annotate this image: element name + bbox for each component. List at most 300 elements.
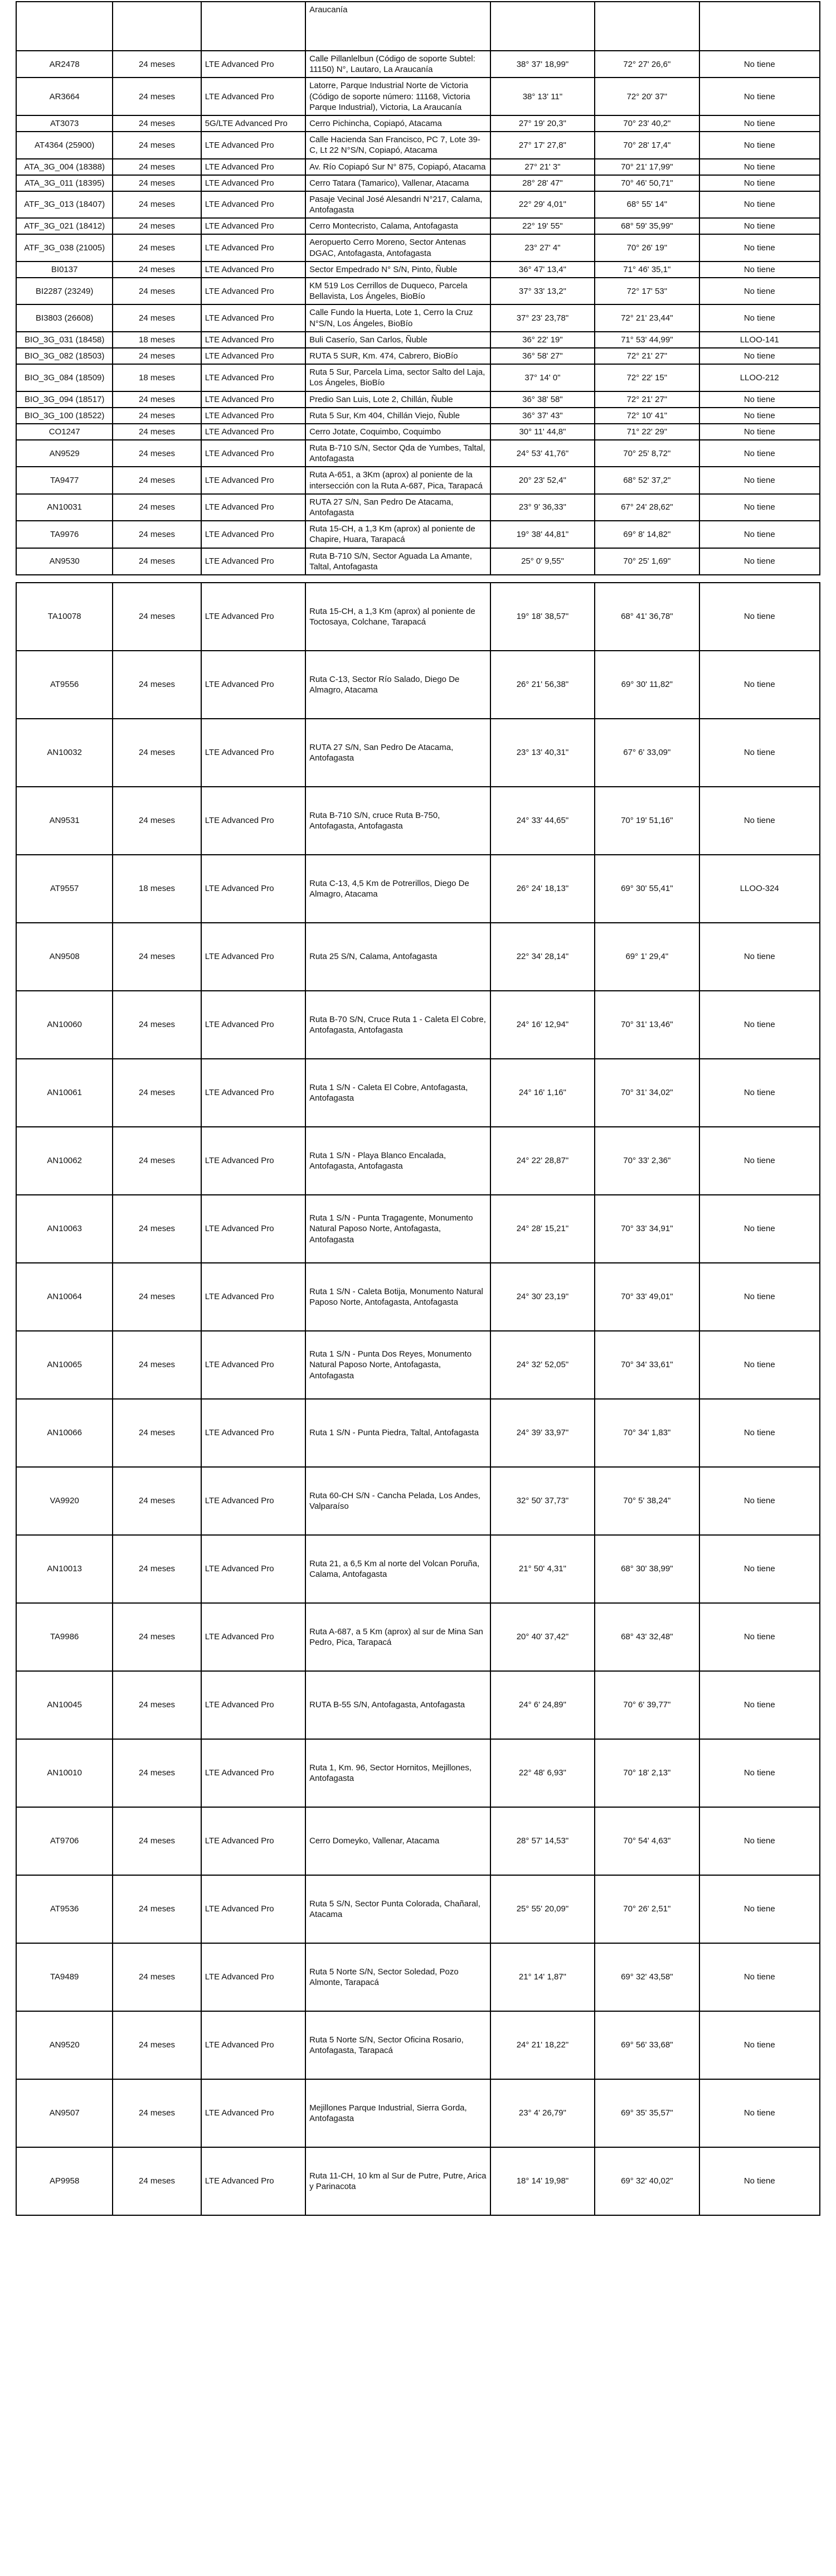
technology-cell: LTE Advanced Pro xyxy=(201,51,305,78)
technology-cell: LTE Advanced Pro xyxy=(201,278,305,304)
address-cell: Ruta 15-CH, a 1,3 Km (aprox) al poniente de Toctosaya, Colchane, Tarapacá xyxy=(305,583,490,651)
duration-cell: 24 meses xyxy=(113,1195,201,1263)
table-row xyxy=(16,364,820,391)
latitude-cell: 24° 28' 15,21" xyxy=(490,1195,595,1263)
address-cell: KM 519 Los Cerrillos de Duqueco, Parcela Bellavista, Los Ángeles, BioBío xyxy=(305,278,490,304)
observation-cell: No tiene xyxy=(699,1059,820,1127)
technology-cell: LTE Advanced Pro xyxy=(201,2079,305,2147)
longitude-cell: 69° 1' 29,4" xyxy=(595,923,699,991)
site-code-cell: TA9986 xyxy=(16,1603,113,1671)
latitude-cell: 23° 13' 40,31" xyxy=(490,719,595,787)
duration-cell: 24 meses xyxy=(113,1875,201,1943)
observation-cell: No tiene xyxy=(699,651,820,719)
technology-cell: LTE Advanced Pro xyxy=(201,1195,305,1263)
observation-cell: No tiene xyxy=(699,991,820,1059)
table-row xyxy=(16,234,820,261)
latitude-cell: 24° 16' 12,94" xyxy=(490,991,595,1059)
duration-cell: 24 meses xyxy=(113,1059,201,1127)
technology-cell: LTE Advanced Pro xyxy=(201,191,305,218)
technology-cell: LTE Advanced Pro xyxy=(201,348,305,364)
latitude-cell: 32° 50' 37,73" xyxy=(490,1467,595,1535)
longitude-cell: 70° 6' 39,77" xyxy=(595,1671,699,1739)
longitude-cell: 72° 20' 37" xyxy=(595,78,699,115)
longitude-cell: 70° 34' 33,61" xyxy=(595,1331,699,1399)
technology-cell: LTE Advanced Pro xyxy=(201,364,305,391)
table-row xyxy=(16,923,820,991)
site-code-cell: AP9958 xyxy=(16,2147,113,2215)
address-cell: Ruta 5 S/N, Sector Punta Colorada, Chañaral, Atacama xyxy=(305,1875,490,1943)
technology-cell: LTE Advanced Pro xyxy=(201,78,305,115)
table-row xyxy=(16,1399,820,1467)
longitude-cell: 72° 21' 27" xyxy=(595,391,699,408)
address-cell: Ruta 25 S/N, Calama, Antofagasta xyxy=(305,923,490,991)
duration-cell xyxy=(113,2,201,51)
duration-cell: 24 meses xyxy=(113,1399,201,1467)
observation-cell: No tiene xyxy=(699,78,820,115)
site-code-cell: BIO_3G_094 (18517) xyxy=(16,391,113,408)
longitude-cell: 70° 5' 38,24" xyxy=(595,1467,699,1535)
latitude-cell: 28° 28' 47" xyxy=(490,175,595,191)
technology-cell: LTE Advanced Pro xyxy=(201,651,305,719)
duration-cell: 24 meses xyxy=(113,1739,201,1807)
duration-cell: 24 meses xyxy=(113,2147,201,2215)
site-code-cell: AN9508 xyxy=(16,923,113,991)
latitude-cell: 37° 33' 13,2" xyxy=(490,278,595,304)
continuation-row xyxy=(16,2,820,51)
address-cell: Pasaje Vecinal José Alesandri N°217, Calama, Antofagasta xyxy=(305,191,490,218)
longitude-cell: 71° 53' 44,99" xyxy=(595,332,699,348)
observation-cell: No tiene xyxy=(699,2147,820,2215)
longitude-cell xyxy=(595,2,699,51)
observation-cell: No tiene xyxy=(699,262,820,278)
technology-cell: LTE Advanced Pro xyxy=(201,440,305,467)
duration-cell: 24 meses xyxy=(113,467,201,493)
address-cell: Mejillones Parque Industrial, Sierra Gorda, Antofagasta xyxy=(305,2079,490,2147)
table-row xyxy=(16,1875,820,1943)
observation-cell: No tiene xyxy=(699,191,820,218)
technology-cell: LTE Advanced Pro xyxy=(201,787,305,855)
latitude-cell: 27° 17' 27,8" xyxy=(490,132,595,158)
duration-cell: 24 meses xyxy=(113,348,201,364)
longitude-cell: 70° 46' 50,71" xyxy=(595,175,699,191)
longitude-cell: 68° 43' 32,48" xyxy=(595,1603,699,1671)
latitude-cell: 36° 47' 13,4" xyxy=(490,262,595,278)
table-row xyxy=(16,1195,820,1263)
observation-cell: No tiene xyxy=(699,175,820,191)
observation-cell: LLOO-212 xyxy=(699,364,820,391)
table-row xyxy=(16,278,820,304)
latitude-cell: 36° 38' 58" xyxy=(490,391,595,408)
sites-table-lower xyxy=(16,582,820,2216)
site-code-cell: AN9529 xyxy=(16,440,113,467)
technology-cell: LTE Advanced Pro xyxy=(201,332,305,348)
latitude-cell: 18° 14' 19,98" xyxy=(490,2147,595,2215)
duration-cell: 24 meses xyxy=(113,2079,201,2147)
table-row xyxy=(16,51,820,78)
page-break-gap xyxy=(16,575,820,582)
technology-cell: LTE Advanced Pro xyxy=(201,262,305,278)
observation-cell: No tiene xyxy=(699,1671,820,1739)
address-cell: Ruta 1, Km. 96, Sector Hornitos, Mejillones, Antofagasta xyxy=(305,1739,490,1807)
duration-cell: 24 meses xyxy=(113,175,201,191)
table-row xyxy=(16,115,820,132)
site-code-cell: BIO_3G_031 (18458) xyxy=(16,332,113,348)
latitude-cell: 37° 23' 23,78" xyxy=(490,304,595,331)
observation-cell: No tiene xyxy=(699,391,820,408)
observation-cell: No tiene xyxy=(699,278,820,304)
longitude-cell: 68° 52' 37,2" xyxy=(595,467,699,493)
address-cell: Ruta 11-CH, 10 km al Sur de Putre, Putre, Arica y Parinacota xyxy=(305,2147,490,2215)
site-code-cell: BI0137 xyxy=(16,262,113,278)
address-cell: Predio San Luis, Lote 2, Chillán, Ñuble xyxy=(305,391,490,408)
observation-cell: No tiene xyxy=(699,1739,820,1807)
technology-cell: LTE Advanced Pro xyxy=(201,1807,305,1875)
latitude-cell: 24° 39' 33,97" xyxy=(490,1399,595,1467)
address-cell: Ruta 60-CH S/N - Cancha Pelada, Los Andes, Valparaíso xyxy=(305,1467,490,1535)
technology-cell: LTE Advanced Pro xyxy=(201,1331,305,1399)
table-row xyxy=(16,1807,820,1875)
observation-cell: No tiene xyxy=(699,1399,820,1467)
site-code-cell: AN10062 xyxy=(16,1127,113,1195)
technology-cell: LTE Advanced Pro xyxy=(201,1671,305,1739)
site-code-cell: VA9920 xyxy=(16,1467,113,1535)
address-cell: Ruta 5 Sur, Parcela Lima, sector Salto del Laja, Los Ángeles, BioBío xyxy=(305,364,490,391)
latitude-cell: 38° 37' 18,99" xyxy=(490,51,595,78)
duration-cell: 24 meses xyxy=(113,304,201,331)
site-code-cell: AR3664 xyxy=(16,78,113,115)
address-cell: Ruta B-710 S/N, Sector Qda de Yumbes, Taltal, Antofagasta xyxy=(305,440,490,467)
longitude-cell: 70° 25' 8,72" xyxy=(595,440,699,467)
latitude-cell: 24° 21' 18,22" xyxy=(490,2011,595,2079)
table-row xyxy=(16,1331,820,1399)
site-code-cell: AT9556 xyxy=(16,651,113,719)
duration-cell: 24 meses xyxy=(113,1467,201,1535)
address-cell: Ruta 1 S/N - Playa Blanco Encalada, Antofagasta, Antofagasta xyxy=(305,1127,490,1195)
site-code-cell: AN10061 xyxy=(16,1059,113,1127)
duration-cell: 24 meses xyxy=(113,1943,201,2011)
observation-cell: No tiene xyxy=(699,1195,820,1263)
table-row xyxy=(16,2147,820,2215)
latitude-cell: 23° 9' 36,33" xyxy=(490,494,595,521)
table-row xyxy=(16,787,820,855)
latitude-cell: 24° 16' 1,16" xyxy=(490,1059,595,1127)
technology-cell: LTE Advanced Pro xyxy=(201,408,305,424)
observation-cell: No tiene xyxy=(699,787,820,855)
observation-cell: No tiene xyxy=(699,1603,820,1671)
observation-cell: No tiene xyxy=(699,440,820,467)
observation-cell: No tiene xyxy=(699,1807,820,1875)
table-row xyxy=(16,78,820,115)
observation-cell: No tiene xyxy=(699,304,820,331)
technology-cell: LTE Advanced Pro xyxy=(201,548,305,575)
latitude-cell: 27° 19' 20,3" xyxy=(490,115,595,132)
longitude-cell: 69° 30' 55,41" xyxy=(595,855,699,923)
address-cell: Ruta B-710 S/N, cruce Ruta B-750, Antofagasta, Antofagasta xyxy=(305,787,490,855)
address-cell: RUTA 27 S/N, San Pedro De Atacama, Antofagasta xyxy=(305,719,490,787)
longitude-cell: 69° 8' 14,82" xyxy=(595,521,699,548)
longitude-cell: 72° 21' 27" xyxy=(595,348,699,364)
address-cell: Calle Fundo la Huerta, Lote 1, Cerro la Cruz N°S/N, Los Ángeles, BioBío xyxy=(305,304,490,331)
duration-cell: 24 meses xyxy=(113,51,201,78)
observation-cell: No tiene xyxy=(699,548,820,575)
longitude-cell: 70° 54' 4,63" xyxy=(595,1807,699,1875)
duration-cell: 24 meses xyxy=(113,521,201,548)
address-cell: RUTA 5 SUR, Km. 474, Cabrero, BioBío xyxy=(305,348,490,364)
duration-cell: 18 meses xyxy=(113,364,201,391)
observation-cell: No tiene xyxy=(699,218,820,234)
site-code-cell xyxy=(16,2,113,51)
technology-cell: 5G/LTE Advanced Pro xyxy=(201,115,305,132)
latitude-cell: 25° 0' 9,55" xyxy=(490,548,595,575)
longitude-cell: 71° 46' 35,1" xyxy=(595,262,699,278)
site-code-cell: BIO_3G_084 (18509) xyxy=(16,364,113,391)
longitude-cell: 70° 33' 2,36" xyxy=(595,1127,699,1195)
table-row xyxy=(16,1943,820,2011)
latitude-cell: 22° 29' 4,01" xyxy=(490,191,595,218)
address-cell: Araucanía xyxy=(305,2,490,51)
address-cell: Cerro Tatara (Tamarico), Vallenar, Atacama xyxy=(305,175,490,191)
site-code-cell: AR2478 xyxy=(16,51,113,78)
technology-cell: LTE Advanced Pro xyxy=(201,391,305,408)
technology-cell: LTE Advanced Pro xyxy=(201,218,305,234)
site-code-cell: AN10032 xyxy=(16,719,113,787)
site-code-cell: AN10045 xyxy=(16,1671,113,1739)
duration-cell: 24 meses xyxy=(113,2011,201,2079)
table-row xyxy=(16,1059,820,1127)
table-row xyxy=(16,304,820,331)
observation-cell: No tiene xyxy=(699,719,820,787)
longitude-cell: 70° 26' 2,51" xyxy=(595,1875,699,1943)
latitude-cell: 23° 27' 4" xyxy=(490,234,595,261)
duration-cell: 24 meses xyxy=(113,923,201,991)
address-cell: Ruta 5 Sur, Km 404, Chillán Viejo, Ñuble xyxy=(305,408,490,424)
address-cell: Ruta 1 S/N - Punta Piedra, Taltal, Antofagasta xyxy=(305,1399,490,1467)
latitude-cell: 26° 21' 56,38" xyxy=(490,651,595,719)
table-row xyxy=(16,1739,820,1807)
address-cell: Ruta 1 S/N - Caleta Botija, Monumento Natural Paposo Norte, Antofagasta, Antofagasta xyxy=(305,1263,490,1331)
longitude-cell: 68° 59' 35,99" xyxy=(595,218,699,234)
longitude-cell: 68° 55' 14" xyxy=(595,191,699,218)
longitude-cell: 72° 17' 53" xyxy=(595,278,699,304)
address-cell: Cerro Pichincha, Copiapó, Atacama xyxy=(305,115,490,132)
table-row xyxy=(16,262,820,278)
duration-cell: 24 meses xyxy=(113,408,201,424)
table-row xyxy=(16,583,820,651)
table-row xyxy=(16,440,820,467)
duration-cell: 24 meses xyxy=(113,440,201,467)
duration-cell: 24 meses xyxy=(113,1671,201,1739)
technology-cell: LTE Advanced Pro xyxy=(201,1943,305,2011)
site-code-cell: AN9531 xyxy=(16,787,113,855)
table-row xyxy=(16,1467,820,1535)
latitude-cell: 26° 24' 18,13" xyxy=(490,855,595,923)
duration-cell: 18 meses xyxy=(113,332,201,348)
latitude-cell: 38° 13' 11" xyxy=(490,78,595,115)
site-code-cell: ATA_3G_011 (18395) xyxy=(16,175,113,191)
duration-cell: 24 meses xyxy=(113,132,201,158)
site-code-cell: TA9489 xyxy=(16,1943,113,2011)
table-row xyxy=(16,175,820,191)
sites-table-upper-body xyxy=(16,2,820,575)
duration-cell: 24 meses xyxy=(113,234,201,261)
latitude-cell: 22° 34' 28,14" xyxy=(490,923,595,991)
site-code-cell: AN9507 xyxy=(16,2079,113,2147)
technology-cell: LTE Advanced Pro xyxy=(201,1875,305,1943)
site-code-cell: BIO_3G_082 (18503) xyxy=(16,348,113,364)
observation-cell: No tiene xyxy=(699,1535,820,1603)
longitude-cell: 67° 6' 33,09" xyxy=(595,719,699,787)
longitude-cell: 70° 21' 17,99" xyxy=(595,159,699,175)
technology-cell: LTE Advanced Pro xyxy=(201,234,305,261)
technology-cell: LTE Advanced Pro xyxy=(201,923,305,991)
duration-cell: 24 meses xyxy=(113,719,201,787)
table-row xyxy=(16,2011,820,2079)
longitude-cell: 70° 28' 17,4" xyxy=(595,132,699,158)
site-code-cell: AN9530 xyxy=(16,548,113,575)
latitude-cell: 36° 37' 43" xyxy=(490,408,595,424)
latitude-cell: 24° 33' 44,65" xyxy=(490,787,595,855)
technology-cell: LTE Advanced Pro xyxy=(201,1739,305,1807)
site-code-cell: AT9557 xyxy=(16,855,113,923)
latitude-cell: 19° 18' 38,57" xyxy=(490,583,595,651)
observation-cell: No tiene xyxy=(699,1263,820,1331)
observation-cell: LLOO-141 xyxy=(699,332,820,348)
longitude-cell: 68° 30' 38,99" xyxy=(595,1535,699,1603)
table-row xyxy=(16,1603,820,1671)
table-row xyxy=(16,132,820,158)
observation-cell: No tiene xyxy=(699,408,820,424)
longitude-cell: 70° 33' 34,91" xyxy=(595,1195,699,1263)
sites-table-lower-body xyxy=(16,583,820,2215)
observation-cell: No tiene xyxy=(699,1875,820,1943)
technology-cell: LTE Advanced Pro xyxy=(201,1603,305,1671)
observation-cell: No tiene xyxy=(699,521,820,548)
table-row xyxy=(16,1671,820,1739)
observation-cell: No tiene xyxy=(699,51,820,78)
technology-cell: LTE Advanced Pro xyxy=(201,719,305,787)
address-cell: Calle Hacienda San Francisco, PC 7, Lote 39-C, Lt 22 N°S/N, Copiapó, Atacama xyxy=(305,132,490,158)
address-cell: Cerro Jotate, Coquimbo, Coquimbo xyxy=(305,424,490,440)
duration-cell: 24 meses xyxy=(113,391,201,408)
observation-cell: No tiene xyxy=(699,132,820,158)
latitude-cell: 27° 21' 3" xyxy=(490,159,595,175)
latitude-cell: 24° 53' 41,76" xyxy=(490,440,595,467)
table-row xyxy=(16,391,820,408)
duration-cell: 24 meses xyxy=(113,1127,201,1195)
technology-cell: LTE Advanced Pro xyxy=(201,132,305,158)
technology-cell: LTE Advanced Pro xyxy=(201,1467,305,1535)
site-code-cell: AN10031 xyxy=(16,494,113,521)
duration-cell: 24 meses xyxy=(113,1603,201,1671)
site-code-cell: ATF_3G_038 (21005) xyxy=(16,234,113,261)
site-code-cell: TA9477 xyxy=(16,467,113,493)
address-cell: Sector Empedrado N° S/N, Pinto, Ñuble xyxy=(305,262,490,278)
latitude-cell: 24° 6' 24,89" xyxy=(490,1671,595,1739)
longitude-cell: 70° 34' 1,83" xyxy=(595,1399,699,1467)
technology-cell: LTE Advanced Pro xyxy=(201,159,305,175)
address-cell: RUTA 27 S/N, San Pedro De Atacama, Antofagasta xyxy=(305,494,490,521)
longitude-cell: 69° 32' 43,58" xyxy=(595,1943,699,2011)
longitude-cell: 69° 35' 35,57" xyxy=(595,2079,699,2147)
duration-cell: 24 meses xyxy=(113,651,201,719)
duration-cell: 24 meses xyxy=(113,1263,201,1331)
longitude-cell: 68° 41' 36,78" xyxy=(595,583,699,651)
duration-cell: 24 meses xyxy=(113,548,201,575)
table-row xyxy=(16,467,820,493)
site-code-cell: AN10013 xyxy=(16,1535,113,1603)
observation-cell: No tiene xyxy=(699,115,820,132)
address-cell: Ruta 5 Norte S/N, Sector Oficina Rosario, Antofagasta, Tarapacá xyxy=(305,2011,490,2079)
latitude-cell: 19° 38' 44,81" xyxy=(490,521,595,548)
technology-cell: LTE Advanced Pro xyxy=(201,991,305,1059)
latitude-cell: 28° 57' 14,53" xyxy=(490,1807,595,1875)
site-code-cell: AN10065 xyxy=(16,1331,113,1399)
duration-cell: 24 meses xyxy=(113,1535,201,1603)
observation-cell: No tiene xyxy=(699,1943,820,2011)
site-code-cell: TA10078 xyxy=(16,583,113,651)
observation-cell: No tiene xyxy=(699,467,820,493)
address-cell: Ruta C-13, Sector Río Salado, Diego De Almagro, Atacama xyxy=(305,651,490,719)
duration-cell: 24 meses xyxy=(113,278,201,304)
observation-cell xyxy=(699,2,820,51)
address-cell: Calle Pillanlelbun (Código de soporte Subtel: 11150) N°, Lautaro, La Araucanía xyxy=(305,51,490,78)
table-row xyxy=(16,348,820,364)
technology-cell: LTE Advanced Pro xyxy=(201,2011,305,2079)
table-row xyxy=(16,2079,820,2147)
site-code-cell: AT4364 (25900) xyxy=(16,132,113,158)
duration-cell: 24 meses xyxy=(113,262,201,278)
observation-cell: LLOO-324 xyxy=(699,855,820,923)
address-cell: Ruta 5 Norte S/N, Sector Soledad, Pozo Almonte, Tarapacá xyxy=(305,1943,490,2011)
table-row xyxy=(16,855,820,923)
address-cell: RUTA B-55 S/N, Antofagasta, Antofagasta xyxy=(305,1671,490,1739)
address-cell: Ruta B-710 S/N, Sector Aguada La Amante, Taltal, Antofagasta xyxy=(305,548,490,575)
observation-cell: No tiene xyxy=(699,1467,820,1535)
longitude-cell: 72° 22' 15" xyxy=(595,364,699,391)
observation-cell: No tiene xyxy=(699,348,820,364)
duration-cell: 24 meses xyxy=(113,424,201,440)
site-code-cell: BI2287 (23249) xyxy=(16,278,113,304)
longitude-cell: 69° 30' 11,82" xyxy=(595,651,699,719)
duration-cell: 24 meses xyxy=(113,115,201,132)
longitude-cell: 70° 26' 19" xyxy=(595,234,699,261)
longitude-cell: 70° 23' 40,2" xyxy=(595,115,699,132)
longitude-cell: 70° 33' 49,01" xyxy=(595,1263,699,1331)
address-cell: Ruta 1 S/N - Caleta El Cobre, Antofagasta, Antofagasta xyxy=(305,1059,490,1127)
table-row xyxy=(16,332,820,348)
technology-cell: LTE Advanced Pro xyxy=(201,494,305,521)
technology-cell: LTE Advanced Pro xyxy=(201,467,305,493)
duration-cell: 24 meses xyxy=(113,218,201,234)
longitude-cell: 70° 18' 2,13" xyxy=(595,1739,699,1807)
latitude-cell: 37° 14' 0" xyxy=(490,364,595,391)
latitude-cell: 24° 32' 52,05" xyxy=(490,1331,595,1399)
table-row xyxy=(16,991,820,1059)
longitude-cell: 71° 22' 29" xyxy=(595,424,699,440)
latitude-cell: 36° 22' 19" xyxy=(490,332,595,348)
longitude-cell: 67° 24' 28,62" xyxy=(595,494,699,521)
latitude-cell: 20° 23' 52,4" xyxy=(490,467,595,493)
table-row xyxy=(16,494,820,521)
table-row xyxy=(16,651,820,719)
observation-cell: No tiene xyxy=(699,583,820,651)
latitude-cell: 21° 50' 4,31" xyxy=(490,1535,595,1603)
table-row xyxy=(16,191,820,218)
observation-cell: No tiene xyxy=(699,159,820,175)
site-code-cell: AN10064 xyxy=(16,1263,113,1331)
longitude-cell: 72° 27' 26,6" xyxy=(595,51,699,78)
observation-cell: No tiene xyxy=(699,494,820,521)
